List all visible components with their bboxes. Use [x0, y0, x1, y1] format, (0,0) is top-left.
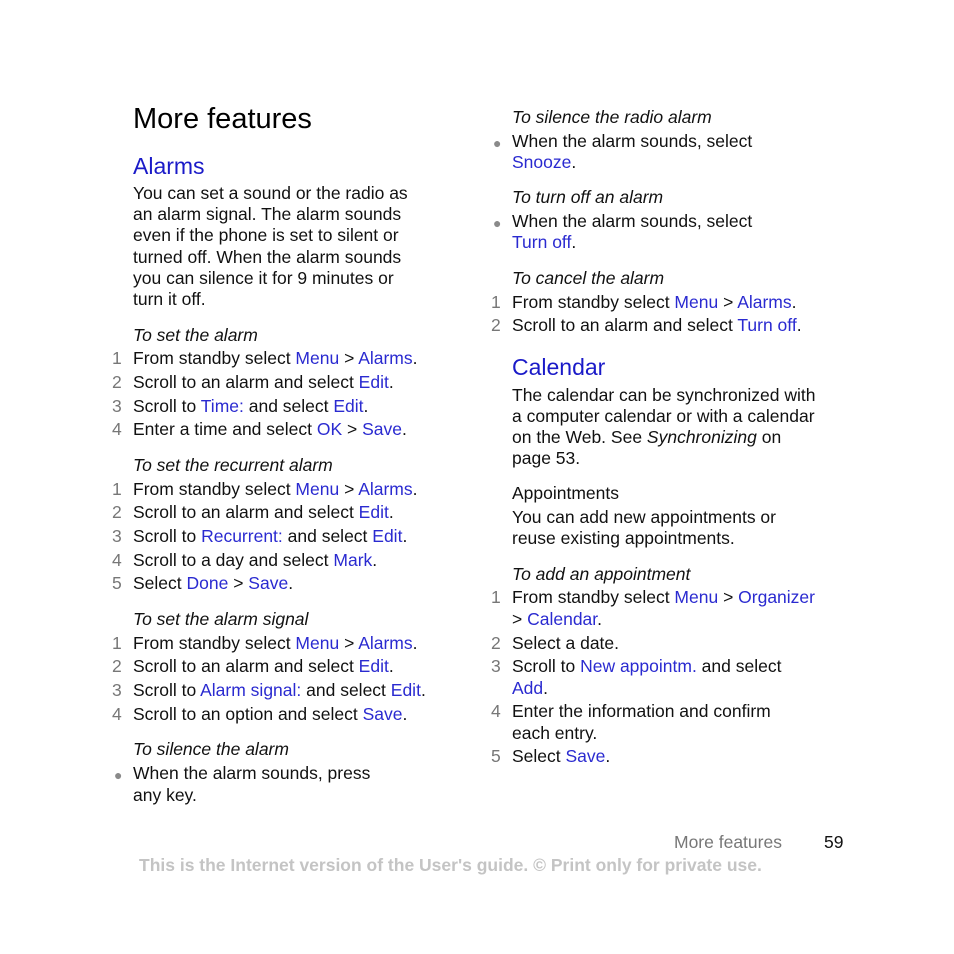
- step-number: 2: [491, 633, 501, 653]
- add-appointment-title: To add an appointment: [512, 564, 691, 584]
- text-run: on the Web. See: [512, 427, 647, 447]
- step-item: [512, 723, 597, 744]
- intro-line: [512, 406, 815, 427]
- text-run: Scroll to: [133, 396, 201, 416]
- text-run: .: [363, 396, 369, 416]
- text-run: >: [718, 292, 738, 312]
- text-run: Scroll to: [133, 680, 201, 700]
- step-item: [112, 550, 378, 571]
- intro-line: [512, 427, 781, 448]
- text-run: .: [571, 152, 577, 172]
- step-item: [491, 656, 782, 677]
- text-run: >: [512, 609, 528, 629]
- text-run: Scroll to: [133, 526, 202, 546]
- step-number: 2: [112, 502, 122, 522]
- intro-line: turned off. When the alarm sounds: [133, 247, 402, 267]
- text-run: .: [402, 526, 408, 546]
- text-run: and select: [282, 526, 373, 546]
- text-run: >: [342, 419, 363, 439]
- text-run: .: [791, 292, 797, 312]
- step-number: 3: [112, 396, 122, 416]
- text-run: .: [288, 573, 294, 593]
- step-number: 2: [112, 656, 122, 676]
- text-run: From standby select: [133, 633, 296, 653]
- text-run: and select: [696, 656, 782, 676]
- step-item: [112, 396, 369, 417]
- step-item: [491, 746, 611, 767]
- menu-item-link: OK: [316, 419, 343, 439]
- menu-item-link: Edit: [358, 656, 389, 676]
- step-number: 4: [112, 419, 122, 439]
- step-item: [491, 633, 620, 654]
- text-run: .: [402, 419, 407, 439]
- menu-item-link: Save: [362, 704, 403, 724]
- step-number: 2: [491, 315, 501, 335]
- step-item: [491, 701, 771, 722]
- calendar-heading: Calendar: [512, 354, 606, 380]
- bullet-line: [512, 232, 576, 253]
- menu-item-link: Menu: [295, 479, 340, 499]
- text-run: .: [412, 479, 418, 499]
- step-item: [112, 656, 394, 677]
- appointments-heading: Appointments: [512, 483, 620, 503]
- footer-notice: This is the Internet version of the User's guide. © Print only for private use.: [139, 855, 762, 875]
- step-number: 4: [491, 701, 501, 721]
- recurrent-alarm-title: To set the recurrent alarm: [133, 455, 333, 475]
- bullet-line: When the alarm sounds, press: [133, 763, 371, 783]
- text-run: Scroll to a day and select: [133, 550, 334, 570]
- step-number: 3: [491, 656, 501, 676]
- menu-item-link: Menu: [295, 348, 340, 368]
- text-run: .: [388, 656, 394, 676]
- step-item: [112, 479, 418, 500]
- text-run: .: [796, 315, 802, 335]
- text-run: >: [339, 633, 359, 653]
- text-run: .: [372, 550, 378, 570]
- text-run: .: [543, 678, 549, 698]
- text-run: Scroll to an alarm and select: [133, 372, 359, 392]
- step-item: [112, 526, 408, 547]
- menu-item-link: Alarms: [737, 292, 792, 312]
- text-run: From standby select: [512, 292, 675, 312]
- step-item: [112, 680, 426, 701]
- text-run: Select a date.: [512, 633, 620, 653]
- text-run: and select: [301, 680, 391, 700]
- menu-item-link: Recurrent:: [201, 526, 283, 546]
- text-run: Enter the information and confirm: [512, 701, 771, 721]
- bullet-line: When the alarm sounds, select: [512, 211, 753, 231]
- text-run: .: [412, 348, 418, 368]
- step-number: 5: [491, 746, 501, 766]
- page-number: 59: [824, 832, 844, 852]
- text-run: .: [388, 502, 394, 522]
- menu-item-link: Save: [362, 419, 402, 439]
- menu-item-link: Edit: [333, 396, 364, 416]
- step-item: [112, 348, 418, 369]
- step-number: 5: [112, 573, 122, 593]
- step-number: 1: [491, 587, 501, 607]
- menu-item-link: Edit: [358, 502, 389, 522]
- menu-item-link: Add: [512, 678, 544, 698]
- menu-item-link: Menu: [295, 633, 340, 653]
- step-number: 2: [112, 372, 122, 392]
- text-run: .: [412, 633, 418, 653]
- cancel-alarm-title: To cancel the alarm: [512, 268, 665, 288]
- bullet-icon: ●: [493, 135, 502, 151]
- text-run: .: [388, 372, 394, 392]
- step-item: [112, 502, 394, 523]
- menu-item-link: Alarms: [358, 348, 413, 368]
- menu-item-link: Edit: [358, 372, 389, 392]
- menu-item-link: Calendar: [527, 609, 598, 629]
- step-item: [112, 372, 394, 393]
- text-run: Scroll to an option and select: [133, 704, 363, 724]
- turn-off-title: To turn off an alarm: [512, 187, 664, 207]
- alarm-signal-title: To set the alarm signal: [133, 609, 309, 629]
- footer-section-name: More features: [674, 832, 782, 852]
- menu-item-link: Alarms: [358, 479, 413, 499]
- menu-item-link: Done: [186, 573, 229, 593]
- text-run: page 53.: [512, 448, 581, 468]
- text-run: each entry.: [512, 723, 598, 743]
- bullet-line: [512, 152, 576, 173]
- step-number: 4: [112, 704, 122, 724]
- text-run: Scroll to an alarm and select: [133, 656, 359, 676]
- intro-line: you can silence it for 9 minutes or: [133, 268, 394, 288]
- text-run: >: [339, 479, 359, 499]
- text-run: From standby select: [512, 587, 675, 607]
- alarms-heading: Alarms: [133, 153, 205, 179]
- text-run: .: [597, 609, 603, 629]
- text-run: on: [756, 427, 782, 447]
- bullet-icon: ●: [114, 767, 123, 783]
- step-item: [112, 419, 407, 440]
- cross-reference: Synchronizing: [646, 427, 757, 447]
- menu-item-link: Alarms: [358, 633, 413, 653]
- menu-item-link: Snooze: [512, 152, 572, 172]
- menu-item-link: Time:: [200, 396, 244, 416]
- text-run: a computer calendar or with a calendar: [512, 406, 815, 426]
- text-run: The calendar can be synchronized with: [512, 385, 816, 405]
- page-title: More features: [133, 103, 312, 135]
- menu-item-link: Save: [565, 746, 606, 766]
- text-run: .: [571, 232, 577, 252]
- text-run: .: [402, 704, 408, 724]
- step-item: [491, 315, 802, 336]
- intro-line: even if the phone is set to silent or: [133, 225, 399, 245]
- text-run: Scroll to: [512, 656, 581, 676]
- bullet-icon: ●: [493, 215, 502, 231]
- menu-item-link: Turn off: [737, 315, 797, 335]
- text-run: >: [228, 573, 249, 593]
- menu-item-link: Mark: [333, 550, 373, 570]
- text-run: >: [339, 348, 359, 368]
- text-run: From standby select: [133, 479, 296, 499]
- text-run: >: [718, 587, 739, 607]
- menu-item-link: Organizer: [738, 587, 815, 607]
- step-number: 3: [112, 526, 122, 546]
- step-item: [512, 678, 548, 699]
- menu-item-link: Menu: [674, 292, 719, 312]
- menu-item-link: Save: [248, 573, 289, 593]
- intro-line: [512, 448, 580, 469]
- menu-item-link: New appointm.: [580, 656, 697, 676]
- bullet-line: any key.: [133, 785, 197, 805]
- text-run: Select: [512, 746, 566, 766]
- text-run: and select: [243, 396, 334, 416]
- step-number: 1: [491, 292, 501, 312]
- menu-item-link: Turn off: [512, 232, 572, 252]
- silence-alarm-title: To silence the alarm: [133, 739, 289, 759]
- intro-line: turn it off.: [133, 289, 206, 309]
- bullet-line: When the alarm sounds, select: [512, 131, 753, 151]
- text-run: .: [420, 680, 426, 700]
- menu-item-link: Alarm signal:: [200, 680, 302, 700]
- step-number: 1: [112, 348, 122, 368]
- menu-item-link: Edit: [372, 526, 403, 546]
- text-run: From standby select: [133, 348, 296, 368]
- step-number: 1: [112, 633, 122, 653]
- step-item: [112, 573, 294, 594]
- step-item: [491, 587, 815, 608]
- silence-radio-title: To silence the radio alarm: [512, 107, 712, 127]
- text-run: Scroll to an alarm and select: [133, 502, 359, 522]
- intro-line: an alarm signal. The alarm sounds: [133, 204, 402, 224]
- step-number: 3: [112, 680, 122, 700]
- intro-line: You can set a sound or the radio as: [133, 183, 408, 203]
- text-run: Enter a time and select: [133, 419, 317, 439]
- step-item: [512, 609, 602, 630]
- step-item: [112, 633, 418, 654]
- step-number: 4: [112, 550, 122, 570]
- step-item: [112, 704, 408, 725]
- menu-item-link: Edit: [390, 680, 421, 700]
- intro-line: [512, 385, 816, 406]
- text-run: Scroll to an alarm and select: [512, 315, 738, 335]
- text-run: .: [605, 746, 611, 766]
- step-item: [491, 292, 797, 313]
- appointments-text-line: You can add new appointments or: [512, 507, 776, 527]
- menu-item-link: Menu: [674, 587, 719, 607]
- step-number: 1: [112, 479, 122, 499]
- set-alarm-title: To set the alarm: [133, 325, 258, 345]
- text-run: Select: [133, 573, 187, 593]
- appointments-text-line: reuse existing appointments.: [512, 528, 735, 548]
